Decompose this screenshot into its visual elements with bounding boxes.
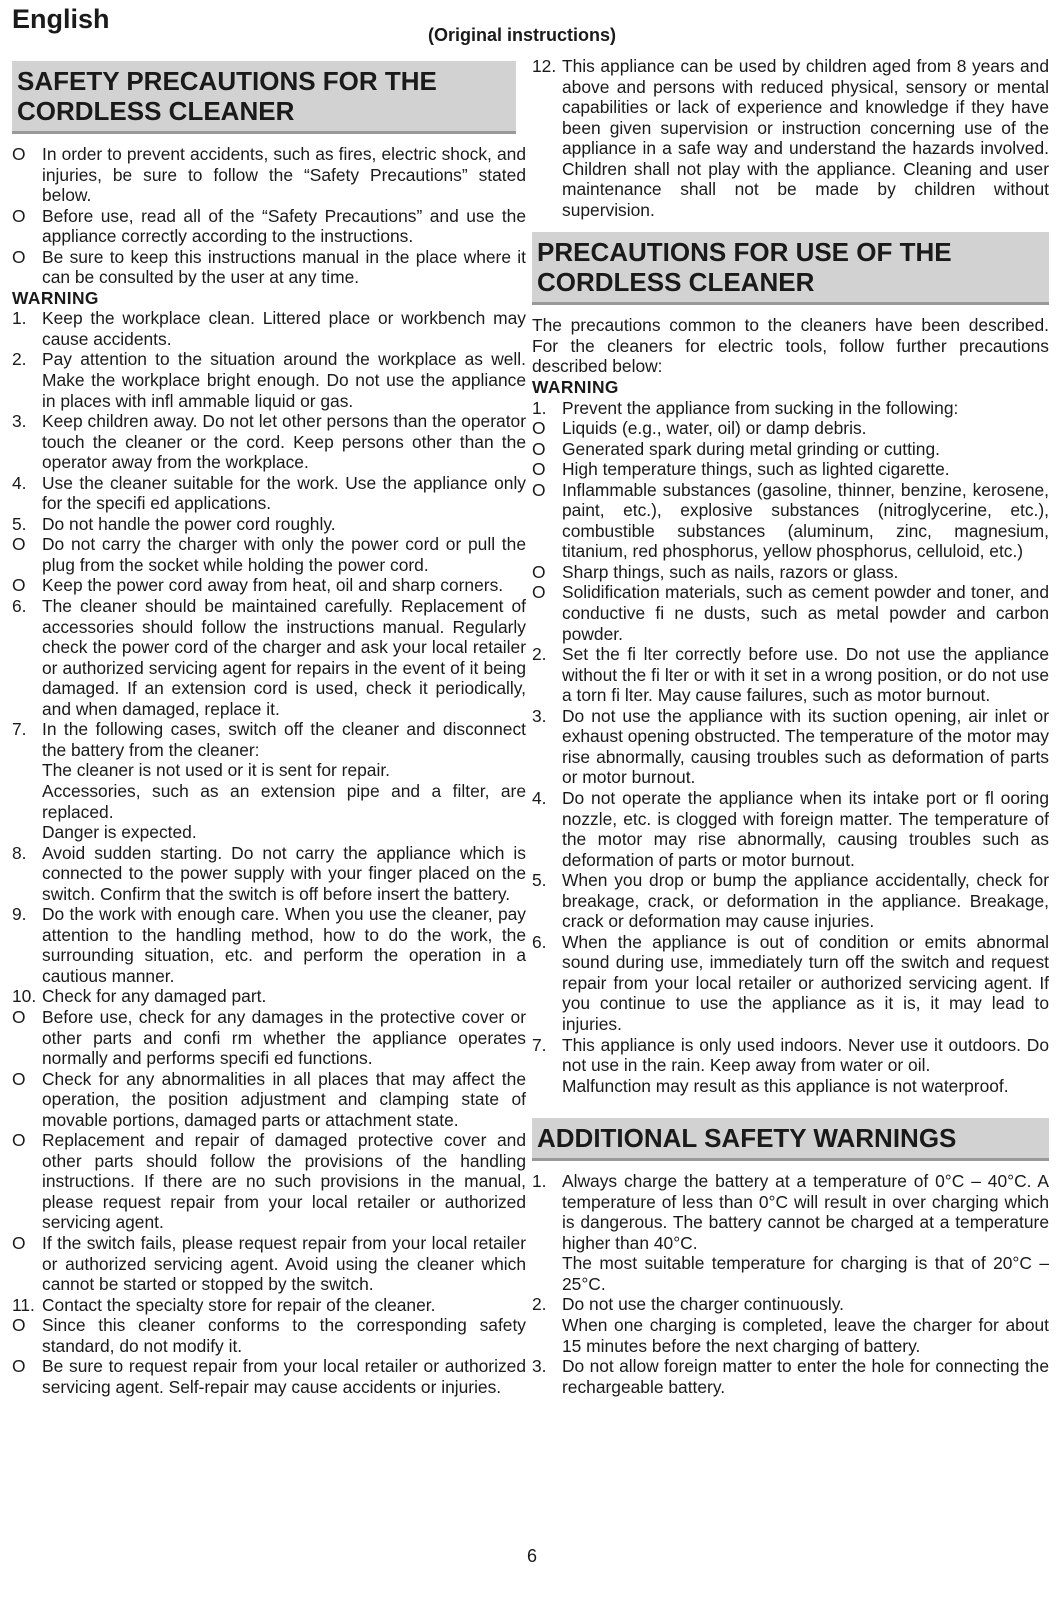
list-item	[12, 904, 526, 986]
list-item	[12, 206, 526, 247]
list-item	[12, 144, 526, 206]
item-text: Before use, check for any damages in the protective cover or other parts and confi rm whether the appliance operates normally and performs specifi ed functions.	[42, 1006, 526, 1069]
item-marker: O	[532, 459, 546, 480]
list-item	[12, 349, 526, 411]
list-item	[12, 514, 526, 535]
item-marker: 2.	[532, 1294, 547, 1315]
item-text-line: The most suitable temperature for charging is that of 20°C – 25°C.	[562, 1253, 1049, 1294]
list-item	[532, 1294, 1049, 1356]
list-item	[532, 398, 1049, 419]
item-text: Keep the power cord away from heat, oil and sharp corners.	[42, 575, 504, 596]
item-marker: 4.	[532, 787, 547, 808]
safety-precautions-heading	[12, 61, 516, 134]
list-item	[532, 480, 1049, 562]
item-marker: 3.	[12, 411, 27, 432]
additional-warnings-list	[532, 1171, 1049, 1397]
item-marker: O	[12, 1356, 26, 1377]
item-marker: 6.	[532, 931, 547, 952]
item-text: Prevent the appliance from sucking in the following:	[562, 397, 959, 418]
intro-list	[12, 144, 526, 288]
warning-label: WARNING	[12, 287, 99, 308]
item-marker: 5.	[12, 513, 27, 534]
item-marker: 7.	[532, 1034, 547, 1055]
original-instructions-label: (Original instructions)	[428, 25, 617, 45]
item-text: Contact the specialty store for repair of the cleaner.	[42, 1294, 436, 1315]
item-text-block	[42, 719, 526, 842]
heading-line: CORDLESS CLEANER	[537, 267, 815, 298]
item-marker: O	[12, 1068, 26, 1089]
list-item	[532, 1035, 1049, 1097]
item-text: Solidification materials, such as cement powder and toner, and conductive fi ne dusts, such as metal powder and carbon powder.	[562, 582, 1049, 644]
item-marker: 2.	[532, 644, 547, 665]
item-text: Set the fi lter correctly before use. Do not use the appliance without the fi lter or with it set in a wrong position, or do not use a torn fi lter. May cause failures, such as motor burnout.	[562, 644, 1049, 706]
item-marker: O	[12, 1232, 26, 1253]
item-text-line: Always charge the battery at a temperature of 0°C – 40°C. A temperature of less than 0°C will result in over charging which is dangerous. The battery cannot be charged at a temperature higher than 40°C.	[562, 1171, 1049, 1253]
list-item	[532, 870, 1049, 932]
item-marker: O	[532, 561, 546, 582]
item-marker: 4.	[12, 472, 27, 493]
warning-list	[12, 308, 526, 1397]
item-text: Before use, read all of the “Safety Precautions” and use the appliance correctly according to the instructions.	[42, 205, 526, 247]
item-text-block	[562, 1171, 1049, 1294]
item-text-block	[562, 1035, 1049, 1097]
item-text: Keep children away. Do not let other persons than the operator touch the cleaner or the cord. Keep persons other than the operator away from the workplace.	[42, 411, 526, 473]
item-text: Liquids (e.g., water, oil) or damp debris.	[562, 418, 867, 439]
list-item	[532, 459, 1049, 480]
item-marker: 12.	[532, 56, 557, 76]
item-marker: 6.	[12, 596, 27, 617]
list-item	[12, 1130, 526, 1233]
item-marker: O	[12, 1006, 26, 1027]
item-text: Pay attention to the situation around the workplace as well. Make the workplace bright enough. Do not use the appliance in places with infl ammable liquid or gas.	[42, 349, 526, 411]
precautions-for-use-heading	[532, 232, 1049, 305]
item-marker: O	[12, 1315, 26, 1336]
list-item	[12, 843, 526, 905]
list-item	[532, 56, 1049, 220]
item-text: When the appliance is out of condition or emits abnormal sound during use, immediately turn off the switch and request repair from your local retailer or authorized servicing agent. If you continue to use the appliance as it is, it may lead to injuries.	[562, 931, 1049, 1034]
item-text: Sharp things, such as nails, razors or glass.	[562, 561, 899, 582]
item-marker: 1.	[532, 397, 547, 418]
additional-safety-warnings-heading: ADDITIONAL SAFETY WARNINGS	[532, 1118, 1049, 1161]
list-item	[12, 1007, 526, 1069]
page-number: 6	[526, 1546, 537, 1566]
item-text: Do the work with enough care. When you use the cleaner, pay attention to the handling method, how to do the work, the surrounding situation, etc. and perform the operation in a cautious manner.	[42, 904, 526, 986]
item-text: Do not use the appliance with its suction opening, air inlet or exhaust opening obstructed. The temperature of the motor may rise abnormally, causing troubles such as deformation of parts or motor burnout.	[562, 705, 1049, 788]
item-marker: 7.	[12, 719, 27, 740]
item-marker: O	[532, 438, 546, 459]
item-marker: 8.	[12, 842, 27, 863]
item-marker: 1.	[12, 308, 27, 329]
item-12	[532, 56, 1049, 220]
item-text: Keep the workplace clean. Littered place or workbench may cause accidents.	[42, 308, 526, 349]
item-text: Since this cleaner conforms to the corresponding safety standard, do not modify it.	[42, 1315, 526, 1356]
item-marker: O	[12, 1130, 26, 1151]
item-text: Check for any damaged part.	[42, 986, 267, 1007]
right-column	[532, 56, 1049, 1397]
item-text: Check for any abnormalities in all places that may affect the operation, the position adjustment and clamping state of movable portions, damaged parts or attachment state.	[42, 1068, 526, 1130]
left-column	[12, 56, 526, 1397]
list-item	[12, 1356, 526, 1397]
list-item	[12, 986, 526, 1007]
list-item	[12, 308, 526, 349]
item-text: Generated spark during metal grinding or cutting.	[562, 438, 940, 459]
item-marker: 3.	[532, 1356, 547, 1377]
use-precautions-list	[532, 398, 1049, 1097]
list-item	[532, 562, 1049, 583]
list-item	[532, 582, 1049, 644]
item-text-line: In the following cases, switch off the cleaner and disconnect the battery from the cleaner:	[42, 719, 526, 760]
list-item	[532, 1171, 1049, 1294]
item-text-line: Malfunction may result as this appliance is not waterproof.	[562, 1075, 1009, 1096]
list-item	[12, 1069, 526, 1131]
item-marker: O	[532, 582, 546, 603]
list-item	[12, 534, 526, 575]
item-text: In order to prevent accidents, such as fires, electric shock, and injuries, be sure to follow the “Safety Precautions” stated below.	[42, 144, 526, 206]
list-item	[532, 706, 1049, 788]
list-item	[12, 1315, 526, 1356]
heading-line: CORDLESS CLEANER	[17, 96, 295, 126]
list-item	[532, 418, 1049, 439]
list-item	[532, 439, 1049, 460]
item-marker: O	[12, 205, 26, 226]
list-item	[12, 411, 526, 473]
list-item	[532, 788, 1049, 870]
list-item	[12, 1233, 526, 1295]
item-marker: 2.	[12, 349, 27, 370]
item-text: When you drop or bump the appliance accidentally, check for breakage, crack, or deformation in the appliance. Breakage, crack or deformation may cause injuries.	[562, 870, 1049, 932]
list-item	[532, 932, 1049, 1035]
heading-line: SAFETY PRECAUTIONS FOR THE	[17, 66, 437, 96]
warning-label: WARNING	[532, 377, 619, 398]
item-marker: O	[12, 144, 26, 164]
item-text-line: The cleaner is not used or it is sent for repair.	[42, 760, 390, 781]
item-text: Do not carry the charger with only the power cord or pull the plug from the socket while holding the power cord.	[42, 534, 526, 575]
item-text: Replacement and repair of damaged protective cover and other parts should follow the provisions of the handling instructions. If there are no such provisions in the manual, please request repair from your local retailer or authorized servicing agent.	[42, 1130, 526, 1233]
item-text-line: Do not use the charger continuously.	[562, 1294, 844, 1315]
item-text: Do not handle the power cord roughly.	[42, 513, 336, 534]
item-text: Be sure to keep this instructions manual in the place where it can be consulted by the user at any time.	[42, 246, 526, 288]
item-text: High temperature things, such as lighted cigarette.	[562, 459, 950, 480]
item-text: This appliance can be used by children aged from 8 years and above and persons with reduced physical, sensory or mental capabilities or lack of experience and knowledge if they have been given supervision or instruction concerning use of the appliance in a safe way and understand the hazards involved. Children shall not play with the appliance. Cleaning and user maintenance shall not be made by children without supervision.	[562, 56, 1049, 220]
item-text: Do not operate the appliance when its intake port or fl ooring nozzle, etc. is clogged with foreign matter. The temperature of the motor may rise abnormally, causing troubles such as deformation of parts or motor burnout.	[562, 787, 1049, 870]
item-marker: 5.	[532, 870, 547, 891]
item-text: Inflammable substances (gasoline, thinner, benzine, kerosene, paint, etc.), explosive substances (nitroglycerine, etc.), combustible substances (aluminum, zinc, magnesium, titanium, red phosphorus, yellow phosphorus, celluloid, etc.)	[562, 479, 1049, 562]
item-marker: 1.	[532, 1171, 547, 1192]
item-text-line: This appliance is only used indoors. Never use it outdoors. Do not use in the rain. Keep away from water or oil.	[562, 1034, 1049, 1076]
item-marker: O	[12, 575, 26, 596]
list-item	[532, 644, 1049, 706]
list-item	[12, 596, 526, 719]
heading-line: PRECAUTIONS FOR USE OF THE	[537, 237, 952, 268]
item-marker: 11.	[12, 1294, 35, 1315]
item-marker: 3.	[532, 705, 547, 726]
item-marker: O	[12, 246, 26, 267]
item-text: Do not allow foreign matter to enter the hole for connecting the rechargeable battery.	[562, 1356, 1049, 1397]
item-text: If the switch fails, please request repair from your local retailer or authorized servicing agent. Avoid using the cleaner which cannot be started or stopped by the switch.	[42, 1232, 526, 1295]
precautions-intro: The precautions common to the cleaners have been described. For the cleaners for electric tools, follow further precautions described below:	[532, 315, 1049, 377]
item-text: Avoid sudden starting. Do not carry the appliance which is connected to the power supply with your finger placed on the switch. Confirm that the switch is off before insert the battery.	[42, 842, 526, 904]
item-text: Be sure to request repair from your local retailer or authorized servicing agent. Self-repair may cause accidents or injuries.	[42, 1356, 526, 1397]
item-marker: O	[532, 418, 546, 439]
item-text-line: Accessories, such as an extension pipe and a filter, are replaced.	[42, 780, 526, 822]
list-item	[12, 575, 526, 596]
list-item	[12, 719, 526, 842]
list-item	[12, 473, 526, 514]
item-text-block	[562, 1294, 1049, 1356]
item-text-line: When one charging is completed, leave the charger for about 15 minutes before the next charging of battery.	[562, 1314, 1049, 1356]
item-marker: O	[12, 534, 26, 555]
list-item	[12, 247, 526, 288]
item-marker: 10.	[12, 986, 37, 1007]
language-label: English	[12, 4, 110, 34]
item-marker: O	[532, 479, 546, 500]
item-text: The cleaner should be maintained carefully. Replacement of accessories should follow the instructions manual. Regularly check the power cord of the charger and ask your local retailer or authorized servicing agent for repairs in the event of it being damaged. If an extension cord is used, check it periodically, and when damaged, replace it.	[42, 596, 526, 719]
item-text-line: Danger is expected.	[42, 822, 197, 843]
list-item	[532, 1356, 1049, 1397]
list-item	[12, 1295, 526, 1316]
item-text: Use the cleaner suitable for the work. Use the appliance only for the specifi ed applications.	[42, 472, 526, 514]
item-marker: 9.	[12, 904, 27, 925]
